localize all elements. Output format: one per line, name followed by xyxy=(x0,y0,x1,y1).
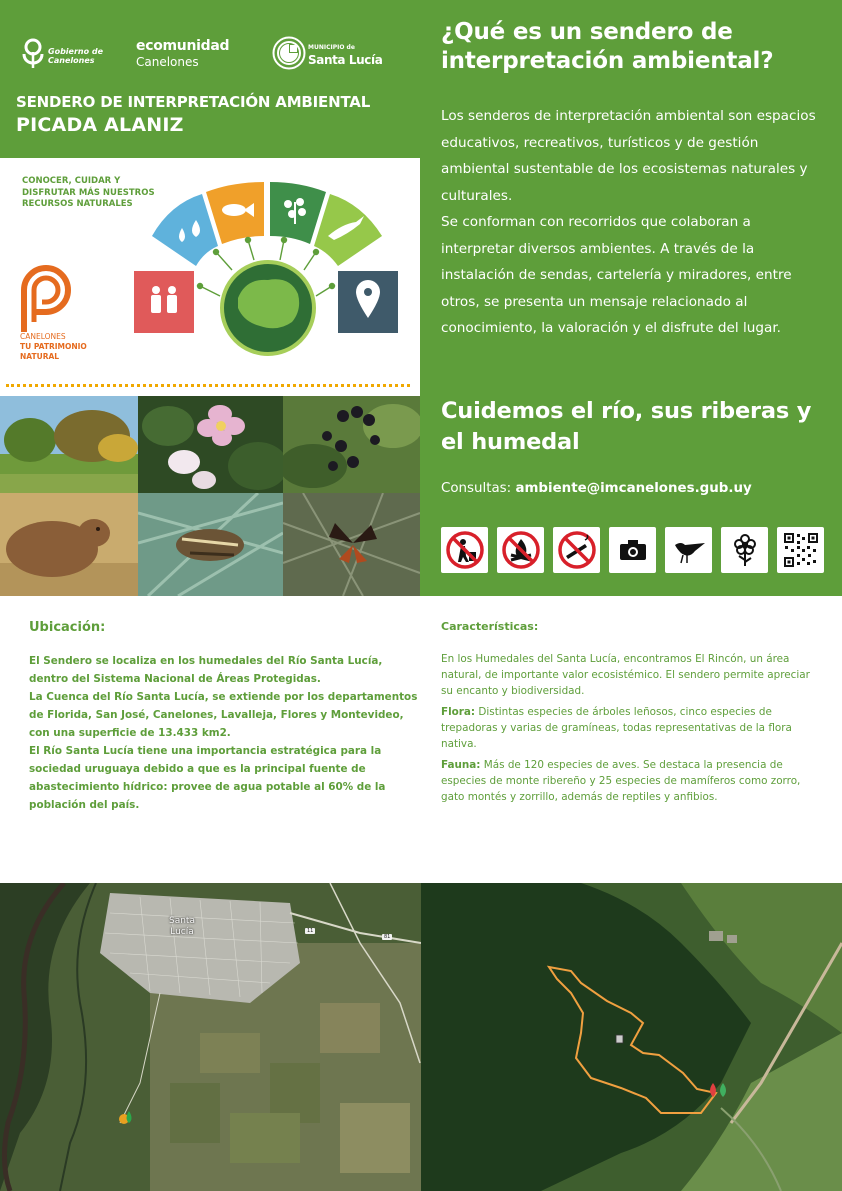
no-littering-icon xyxy=(441,527,488,573)
no-smoking-icon xyxy=(553,527,600,573)
banner-slogan: CONOCER, CUIDAR Y DISFRUTAR MÁS NUESTROS RECURSOS NATURALES xyxy=(22,176,155,209)
canelones-leaf-icon xyxy=(20,38,46,70)
rules-icon-row xyxy=(441,527,826,575)
flora-label: Flora: xyxy=(441,706,476,718)
dotted-divider xyxy=(6,384,410,387)
municipio-name: Santa Lucía xyxy=(308,53,383,67)
bench-marker-icon xyxy=(616,1035,623,1043)
fauna-text: Más de 120 especies de aves. Se destaca la presencia de especies de monte ribereño y 25 especies de mamíferos como zorro, gato montés y zorrillo, además de reptiles y anfibios. xyxy=(441,759,801,803)
header-logos xyxy=(20,36,400,76)
ubicacion-heading: Ubicación: xyxy=(29,620,106,635)
capybara-photo xyxy=(0,493,138,596)
road-badge-11: 11 xyxy=(307,928,314,934)
dark-berries-photo xyxy=(283,396,420,493)
bird-icon xyxy=(665,527,712,573)
patrimonio-text-1: CANELONES xyxy=(20,332,66,341)
gobierno-canelones-logo xyxy=(20,38,110,72)
satellite-map-overview[interactable] xyxy=(0,883,421,1191)
patrimonio-logo-icon xyxy=(18,262,74,332)
intro-text xyxy=(441,103,826,342)
intro-paragraph-1: Los senderos de interpretación ambiental son espacios educativos, recreativos, turísticos y de gestión ambiental sustentable de los ecosistemas naturales y culturales. xyxy=(441,108,816,204)
road-badge-81: 81 xyxy=(384,934,391,940)
ecomunidad-subtext: Canelones xyxy=(136,55,199,69)
ecomunidad-text: ecomunidad xyxy=(136,38,230,54)
sendero-title: SENDERO DE INTERPRETACIÓN AMBIENTAL xyxy=(16,93,371,111)
patrimonio-text-2: TU PATRIMONIO xyxy=(20,342,87,351)
ubicacion-paragraph-3: El Río Santa Lucía tiene una importancia estratégica para la sociedad uruguaya debido a que es la principal fuente de abastecimiento hídrico: provee de agua potable al 60% de la población del país. xyxy=(29,745,386,811)
consultas-line xyxy=(441,481,752,496)
municipio-label: MUNICIPIO de xyxy=(308,44,355,51)
qr-code-icon[interactable] xyxy=(777,527,824,573)
fauna-label: Fauna: xyxy=(441,759,481,771)
camera-icon xyxy=(609,527,656,573)
pink-flower-photo xyxy=(138,396,283,493)
fauna-paragraph xyxy=(441,757,816,805)
caracteristicas-heading: Características: xyxy=(441,620,539,633)
segment-water xyxy=(152,194,218,266)
sendero-name: PICADA ALANIZ xyxy=(16,114,184,136)
resources-arc-diagram xyxy=(120,176,410,361)
butterfly-photo xyxy=(283,493,420,596)
satellite-map-trail[interactable] xyxy=(421,883,842,1191)
cuidemos-heading: Cuidemos el río, sus riberas y el humedal xyxy=(441,398,812,455)
municipio-seal-icon xyxy=(272,36,306,70)
ubicacion-paragraph-2: La Cuenca del Río Santa Lucía, se extiende por los departamentos de Florida, San José, Canelones, Lavalleja, Flores y Montevideo, con una superficie de 13.433 km2. xyxy=(29,691,418,739)
ecomunidad-logo xyxy=(136,38,229,69)
question-heading: ¿Qué es un sendero de interpretación ambiental? xyxy=(441,19,774,74)
frog-photo xyxy=(138,493,283,596)
gobierno-canelones-text: Gobierno de Canelones xyxy=(48,47,104,65)
town-label: Santa Lucía xyxy=(169,916,195,937)
segment-people xyxy=(134,271,194,333)
no-fire-icon xyxy=(497,527,544,573)
consultas-email-link[interactable]: ambiente@imcanelones.gub.uy xyxy=(515,481,752,496)
municipio-santa-lucia-logo xyxy=(272,36,392,72)
flora-paragraph xyxy=(441,704,816,752)
banner-panel xyxy=(0,158,420,396)
field-trees-photo xyxy=(0,396,138,493)
ubicacion-text xyxy=(29,652,424,814)
ubicacion-paragraph-1: El Sendero se localiza en los humedales del Río Santa Lucía, dentro del Sistema Nacional de Áreas Protegidas. xyxy=(29,655,383,685)
patrimonio-text-3: NATURAL xyxy=(20,352,60,361)
caracteristicas-paragraph: En los Humedales del Santa Lucía, encontramos El Rincón, un área natural, de importante valor ecosistémico. El sendero permite apreciar su encanto y biodiversidad. xyxy=(441,653,810,697)
photo-grid xyxy=(0,396,420,596)
flora-text: Distintas especies de árboles leñosos, cinco especies de trepadoras y varias de gramíneas, todas representativas de la flora nativa. xyxy=(441,706,792,750)
caracteristicas-text xyxy=(441,651,816,810)
intro-paragraph-2: Se conforman con recorridos que colaboran a interpretar diversos ambientes. A través de la instalación de sendas, cartelería y miradores, entre otros, se presenta un mensaje relacionado al conocimiento, la valoración y el disfrute del lugar. xyxy=(441,214,792,336)
consultas-label: Consultas: xyxy=(441,481,512,496)
flower-icon xyxy=(721,527,768,573)
